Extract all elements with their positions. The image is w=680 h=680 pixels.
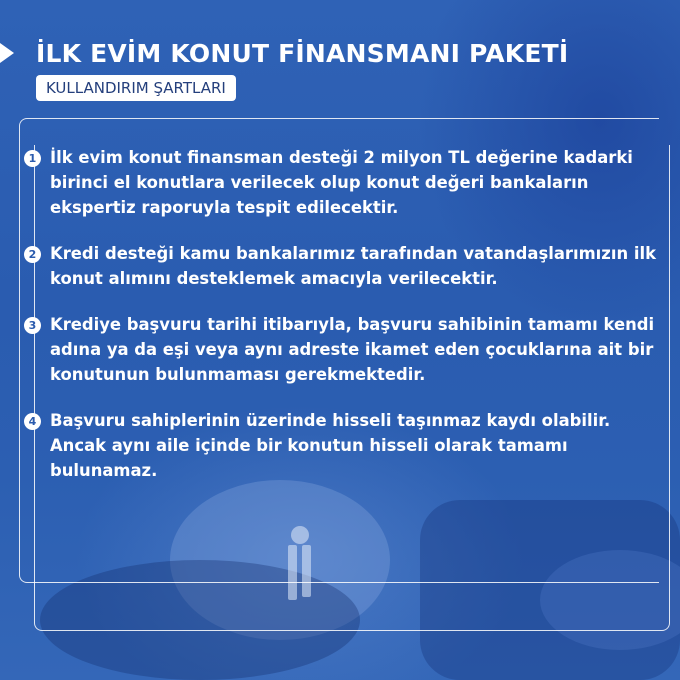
item-text-line: Krediye başvuru tarihi itibarıyla, başvuru sahibinin tamamı kendi xyxy=(50,315,655,334)
conditions-list xyxy=(24,145,664,504)
list-item xyxy=(24,312,664,387)
page-title: İLK EVİM KONUT FİNANSMANI PAKETİ xyxy=(36,39,569,68)
number-1-icon: 1 xyxy=(24,150,41,167)
number-2-icon: 2 xyxy=(24,246,41,263)
item-text-line: adına ya da eşi veya aynı adreste ikamet eden çocuklarına ait bir xyxy=(50,340,654,359)
item-text-line: bulunamaz. xyxy=(50,461,158,480)
list-item xyxy=(24,241,664,291)
number-3-icon: 3 xyxy=(24,317,41,334)
item-text-line: İlk evim konut finansman desteği 2 milyon TL değerine kadarki xyxy=(50,148,633,167)
item-text-line: konutunun bulunmaması gerekmektedir. xyxy=(50,365,426,384)
list-item xyxy=(24,408,664,483)
item-text-line: Başvuru sahiplerinin üzerinde hisseli taşınmaz kaydı olabilir. xyxy=(50,411,611,430)
list-item xyxy=(24,145,664,220)
number-4-icon: 4 xyxy=(24,413,41,430)
item-text-line: birinci el konutlara verilecek olup konut değeri bankaların xyxy=(50,173,589,192)
item-text-line: konut alımını desteklemek amacıyla verilecektir. xyxy=(50,269,498,288)
arrow-right-icon xyxy=(0,43,14,63)
item-text-line: Kredi desteği kamu bankalarımız tarafından vatandaşlarımızın ilk xyxy=(50,244,656,263)
item-text-line: ekspertiz raporuyla tespit edilecektir. xyxy=(50,198,399,217)
subtitle-badge: KULLANDIRIM ŞARTLARI xyxy=(36,75,236,101)
item-text-line: Ancak aynı aile içinde bir konutun hisseli olarak tamamı xyxy=(50,436,568,455)
